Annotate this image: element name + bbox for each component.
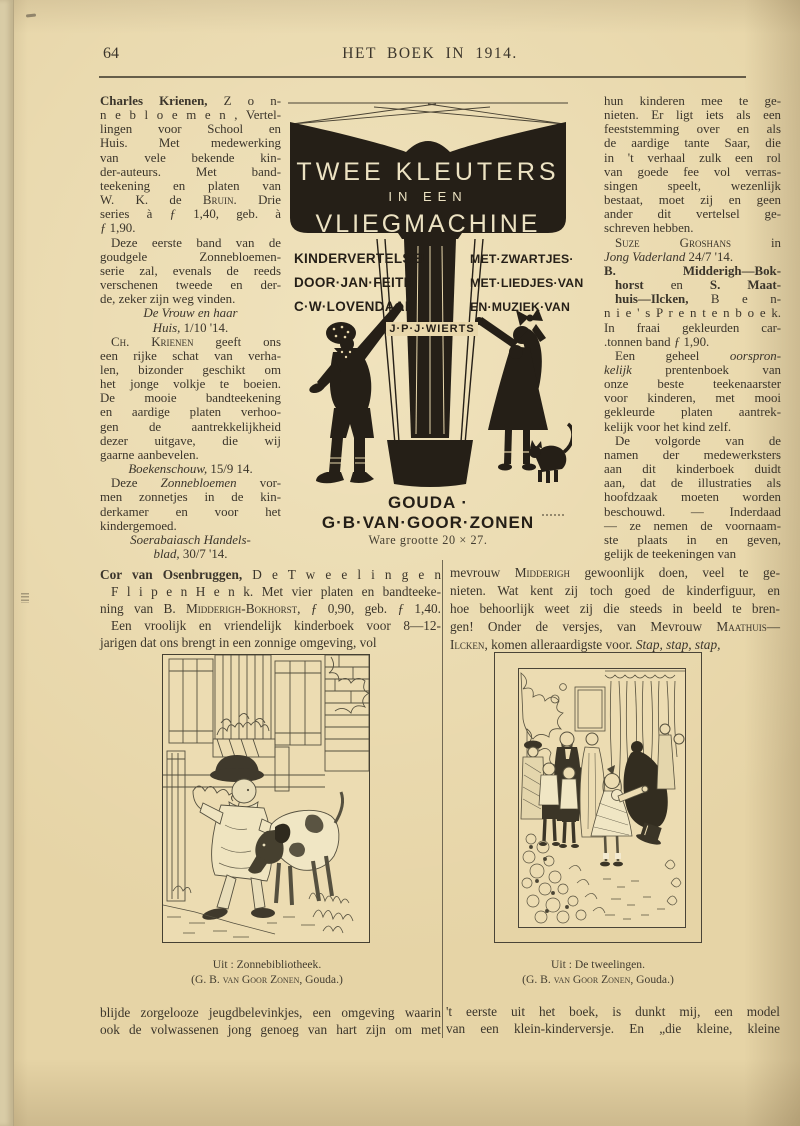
text-line bbox=[604, 207, 781, 221]
text-segment: (G. B. bbox=[522, 972, 554, 986]
text-segment: hoe behoorlijk weet zij die steeds in beeld te bren- bbox=[450, 600, 780, 616]
text-line bbox=[604, 490, 781, 504]
poster-credits-right bbox=[470, 247, 584, 319]
text-segment: men zonnetjes in de kin- bbox=[100, 490, 281, 505]
text-segment: lingen voor School en bbox=[100, 122, 281, 137]
text-segment: singen speelt, wezenlijk bbox=[604, 178, 781, 193]
text-segment: De Vrouw en haar bbox=[143, 306, 238, 321]
text-segment: Charles Krienen, bbox=[100, 94, 208, 108]
left-column-text bbox=[100, 94, 281, 561]
text-line bbox=[604, 136, 781, 150]
page-number: 64 bbox=[103, 45, 119, 62]
text-line bbox=[478, 958, 718, 973]
page-header-title: HET BOEK IN 1914. bbox=[342, 45, 518, 62]
text-segment: Bruin bbox=[202, 193, 234, 208]
text-line bbox=[147, 958, 387, 973]
text-segment: vor- bbox=[236, 476, 281, 491]
text-segment: Boekenschouw, bbox=[128, 462, 208, 477]
header-rule bbox=[99, 76, 746, 78]
text-segment: 1,40, geb. à bbox=[175, 207, 281, 222]
text-segment: 1,40. bbox=[404, 601, 441, 616]
text-line bbox=[604, 321, 781, 335]
text-segment: B e n- bbox=[688, 292, 781, 307]
text-segment: Een vroolijk en vriendelijk kinderboek voor 8—12- bbox=[111, 618, 441, 633]
text-line bbox=[100, 94, 281, 108]
text-line bbox=[604, 108, 781, 122]
text-segment: ook de volwassenen jong genoeg van hart zijn om met bbox=[100, 1022, 441, 1037]
text-segment: Ilcken bbox=[450, 636, 485, 652]
text-line bbox=[604, 179, 781, 193]
text-line bbox=[100, 547, 281, 561]
text-line bbox=[604, 236, 781, 250]
figure-caption-left bbox=[147, 958, 387, 987]
poster-title-line3: VLIEGMACHINE bbox=[315, 210, 541, 238]
text-segment: de aardige tante Saar, die bbox=[604, 136, 781, 151]
text-line bbox=[604, 420, 781, 434]
text-line bbox=[604, 250, 781, 264]
text-segment: Jong Vaderland bbox=[604, 249, 686, 264]
text-segment: De mooie bandteekening bbox=[100, 391, 281, 406]
text-segment: n e b l o e m e n , Vertel- bbox=[100, 108, 281, 123]
text-line bbox=[100, 476, 281, 490]
text-segment: Z o n- bbox=[207, 94, 281, 108]
poster-publisher: GOUDA · G·B·VAN·GOOR·ZONEN bbox=[321, 493, 535, 532]
text-line bbox=[100, 533, 281, 547]
text-segment: een rijke schat van verha- bbox=[100, 348, 281, 363]
advertisement-poster bbox=[284, 86, 584, 532]
ink-speck bbox=[21, 593, 29, 603]
text-segment: aan, dat de illustraties als bbox=[604, 476, 781, 491]
text-line bbox=[450, 600, 780, 618]
text-segment: 15/9 14. bbox=[207, 462, 253, 477]
text-segment: der-auteurs. Met band- bbox=[100, 164, 281, 179]
text-segment: bestaat, moet zij en geen bbox=[604, 193, 781, 208]
text-segment: n i e ' s P r e n t e n b o e k. bbox=[604, 306, 781, 321]
ink-speck bbox=[26, 13, 36, 17]
text-segment: , bbox=[297, 601, 311, 616]
bottom-text-left bbox=[100, 1004, 441, 1038]
text-line bbox=[100, 122, 281, 136]
text-line bbox=[100, 136, 281, 150]
text-line bbox=[100, 236, 281, 250]
text-line bbox=[100, 519, 281, 533]
text-segment: 't eerste uit het boek, is dunkt mij, een model bbox=[446, 1004, 780, 1019]
text-segment: blijde zorgelooze jeugdbelevinkjes, een omgeving waarin bbox=[100, 1005, 441, 1020]
text-segment: In fraai gekleurden car- bbox=[604, 320, 781, 335]
text-segment: ƒ bbox=[169, 207, 176, 222]
text-line bbox=[100, 321, 281, 335]
text-segment: goudgele Zonnebloemen- bbox=[100, 249, 281, 264]
text-line bbox=[100, 566, 441, 583]
text-segment: gen de aantrekkelijkheid bbox=[100, 419, 281, 434]
text-segment: B. Midderigh—Bok- bbox=[604, 263, 781, 278]
text-line bbox=[604, 278, 781, 292]
text-segment: schreven hebben. bbox=[604, 221, 694, 236]
text-segment: — ze nemen de voornaam- bbox=[604, 518, 781, 533]
text-line bbox=[100, 617, 441, 634]
text-segment: van Goor Zonen bbox=[222, 972, 300, 986]
text-line bbox=[100, 420, 281, 434]
text-line bbox=[100, 264, 281, 278]
credit-line: MET·LIEDJES·VAN bbox=[470, 276, 584, 290]
text-segment: 24/7 '14. bbox=[685, 249, 734, 264]
text-segment: Uit : De tweelingen. bbox=[550, 958, 645, 971]
basket-shape bbox=[387, 440, 473, 487]
text-line bbox=[100, 221, 281, 235]
review-paragraph-left bbox=[100, 566, 441, 651]
text-segment: De volgorde van de bbox=[615, 433, 781, 448]
text-segment: aan dit kinderboek duidt bbox=[604, 462, 781, 477]
text-segment: prentenboek van bbox=[631, 362, 781, 377]
text-line bbox=[100, 448, 281, 462]
text-line bbox=[604, 193, 781, 207]
text-line bbox=[604, 519, 781, 533]
text-segment: ƒ bbox=[100, 221, 107, 236]
text-line bbox=[100, 391, 281, 405]
text-line bbox=[100, 250, 281, 264]
text-segment: (G. B. bbox=[191, 972, 223, 986]
text-line bbox=[478, 973, 718, 988]
text-segment: teekening en platen van bbox=[100, 178, 281, 193]
text-segment: kelijk bbox=[604, 362, 632, 377]
text-line bbox=[604, 391, 781, 405]
text-segment: Soerabaiasch Handels- bbox=[130, 532, 251, 547]
text-segment: verschenen tweede en der- bbox=[100, 278, 281, 293]
text-segment: feeststemming over en als bbox=[604, 122, 781, 137]
text-line bbox=[450, 636, 780, 654]
text-line bbox=[604, 462, 781, 476]
text-segment: gaarne aanbevelen. bbox=[100, 447, 199, 462]
text-segment: hoofdzaak moeten worden bbox=[604, 490, 781, 505]
text-line bbox=[147, 973, 387, 988]
text-segment: W. K. de bbox=[100, 193, 203, 208]
text-segment: hun kinderen mee te ge- bbox=[604, 94, 781, 108]
text-segment: ƒ bbox=[310, 601, 318, 616]
text-segment: 0,90, geb. bbox=[317, 601, 398, 616]
text-segment: nieten. Er ligt iets als een bbox=[604, 108, 781, 123]
page-scan-edge bbox=[0, 0, 14, 1126]
text-segment: Suze Groshans bbox=[615, 235, 731, 250]
text-segment: van vele bekende kin- bbox=[100, 150, 281, 165]
text-segment: Deze eerste band van de bbox=[111, 235, 281, 250]
bottom-text-right bbox=[446, 1003, 780, 1037]
text-segment: ning van B. bbox=[100, 601, 186, 616]
garden-party-sketch bbox=[519, 669, 685, 927]
text-line bbox=[100, 108, 281, 122]
text-segment: voor kinderen, met mooi bbox=[604, 391, 781, 406]
text-segment: 30/7 '14. bbox=[179, 547, 228, 561]
text-segment: kindergemoed. bbox=[100, 518, 177, 533]
figure-garden-party-frame bbox=[494, 652, 702, 943]
text-line bbox=[604, 505, 781, 519]
credit-line: DOOR·JAN·FEITH bbox=[294, 275, 414, 290]
text-segment: horst bbox=[615, 278, 644, 293]
text-segment: S. Maat- bbox=[709, 278, 781, 293]
text-segment: derkamer en voor het bbox=[100, 504, 281, 519]
text-line bbox=[100, 363, 281, 377]
text-segment: F l i p e n H e n k. bbox=[111, 584, 254, 599]
text-segment: gewoonlijk doen, veel te ge- bbox=[570, 565, 781, 580]
text-segment: Stap, stap, stap, bbox=[635, 636, 721, 652]
text-segment: ƒ bbox=[397, 601, 405, 616]
text-line bbox=[100, 179, 281, 193]
text-segment: onze beste teekenaarster bbox=[604, 377, 781, 392]
text-line bbox=[100, 193, 281, 207]
text-line bbox=[100, 151, 281, 165]
text-segment: jarigen dat ons brengt in een zonnige omgeving, vol bbox=[100, 635, 377, 650]
text-line bbox=[100, 335, 281, 349]
text-line bbox=[604, 547, 781, 561]
poster-title-line1: TWEE KLEUTERS bbox=[296, 158, 560, 186]
text-line bbox=[100, 405, 281, 419]
text-segment: Zonnebloemen bbox=[160, 476, 237, 491]
text-segment: series à bbox=[100, 207, 170, 222]
right-column-text bbox=[604, 94, 781, 561]
text-line bbox=[100, 1004, 441, 1021]
text-line bbox=[604, 122, 781, 136]
poster-credits-left bbox=[294, 247, 430, 319]
poster-title-line2: IN EEN bbox=[388, 189, 468, 204]
text-segment: Ch. Krienen bbox=[111, 334, 194, 349]
figure-caption-right bbox=[478, 958, 718, 987]
text-segment: dezer uitgave, die wij bbox=[100, 433, 281, 448]
credit-line: KINDERVERTELSEL bbox=[294, 251, 430, 266]
text-segment: Met vier platen en bandteeke- bbox=[253, 584, 442, 599]
text-line bbox=[604, 533, 781, 547]
text-segment: Een geheel bbox=[615, 348, 730, 363]
text-segment: D e T w e e l i n g e n bbox=[242, 567, 441, 582]
text-line bbox=[604, 165, 781, 179]
text-line bbox=[100, 207, 281, 221]
text-segment: van Goor Zonen bbox=[553, 972, 631, 986]
text-segment: geeft ons bbox=[193, 334, 281, 349]
text-segment: 1,90. bbox=[106, 221, 136, 236]
text-segment: ƒ bbox=[673, 334, 681, 349]
text-line bbox=[604, 434, 781, 448]
text-line bbox=[100, 600, 441, 617]
boy-and-dog-sketch bbox=[163, 655, 369, 942]
text-segment: gen! Onder de versjes, van Mevrouw bbox=[450, 618, 717, 634]
text-segment: serie zal, evenals de reeds bbox=[100, 263, 281, 278]
text-line bbox=[604, 476, 781, 490]
text-segment: van goede fee vol verras- bbox=[604, 164, 781, 179]
text-segment: . Drie bbox=[233, 193, 281, 208]
review-paragraph-right bbox=[450, 564, 780, 654]
credit-line: EN·MUZIEK·VAN bbox=[470, 300, 571, 314]
credit-line: MET·ZWARTJES· bbox=[470, 252, 574, 266]
text-line bbox=[100, 434, 281, 448]
text-segment: en bbox=[643, 278, 710, 293]
text-segment: 1/10 '14. bbox=[180, 320, 229, 335]
text-segment: , komen alleraardigste voor. bbox=[484, 636, 636, 652]
text-segment: .tonnen band bbox=[604, 334, 674, 349]
text-line bbox=[100, 349, 281, 363]
text-line bbox=[100, 377, 281, 391]
text-segment: Cor van Osenbruggen, bbox=[100, 567, 243, 582]
text-line bbox=[604, 151, 781, 165]
text-line bbox=[446, 1003, 780, 1020]
text-segment: beschouwd. — Inderdaad bbox=[604, 504, 781, 519]
text-segment: kelijk voor het kind zelf. bbox=[604, 419, 732, 434]
text-line bbox=[100, 306, 281, 320]
text-segment: en aardige platen verhoo- bbox=[100, 405, 281, 420]
text-line bbox=[604, 448, 781, 462]
text-segment: gelijk de teekeningen van bbox=[604, 547, 737, 561]
text-segment: in bbox=[730, 235, 781, 250]
text-line bbox=[100, 292, 281, 306]
text-segment: gekleurde platen aantrek- bbox=[604, 405, 781, 420]
text-line bbox=[100, 505, 281, 519]
text-line bbox=[100, 1021, 441, 1038]
text-segment: het jonge volkje te boeien. bbox=[100, 377, 281, 392]
text-line bbox=[604, 363, 781, 377]
credit-line: C·W·LOVENDAAL bbox=[294, 299, 414, 314]
text-segment: — bbox=[766, 618, 780, 634]
text-line bbox=[446, 1020, 780, 1037]
figure-boy-and-dog bbox=[162, 654, 370, 943]
text-segment: len, bizonder geschikt om bbox=[100, 362, 281, 377]
text-segment: Deze bbox=[111, 476, 161, 491]
text-line bbox=[100, 278, 281, 292]
text-line bbox=[100, 462, 281, 476]
cat-silhouette bbox=[529, 424, 572, 483]
text-segment: Huis, bbox=[152, 320, 181, 335]
text-line bbox=[100, 583, 441, 600]
text-line bbox=[604, 405, 781, 419]
text-segment: mevrouw bbox=[450, 565, 515, 580]
text-segment: de, zeker zijn weg vinden. bbox=[100, 292, 236, 307]
text-segment: Midderigh bbox=[514, 565, 571, 580]
text-line bbox=[604, 335, 781, 349]
text-segment: Maathuis bbox=[716, 618, 767, 634]
flower-bed bbox=[522, 834, 681, 923]
text-line bbox=[100, 490, 281, 504]
text-segment: ander dit vertelsel ge- bbox=[604, 207, 781, 222]
poster-composer: J·P·J·WIERTS bbox=[386, 322, 478, 336]
column-divider-rule bbox=[442, 560, 443, 1038]
text-line bbox=[604, 377, 781, 391]
text-segment: Huis. Met medewerking bbox=[100, 136, 281, 151]
text-segment: van een klein-kinderversje. En „die kleine, kleine bbox=[446, 1021, 780, 1036]
text-segment: blad, bbox=[153, 547, 180, 561]
poster-size-caption: Ware grootte 20 × 27. bbox=[368, 533, 488, 547]
text-segment: Midderigh-Bokhorst bbox=[185, 601, 298, 616]
text-segment: oorspron- bbox=[729, 348, 781, 363]
text-segment: , Gouda.) bbox=[299, 972, 343, 986]
text-segment: namen der medewerksters bbox=[604, 447, 781, 462]
text-line bbox=[100, 634, 441, 651]
text-segment: huis—Ilcken, bbox=[615, 292, 689, 307]
text-segment: ste plaats in en geven, bbox=[604, 532, 781, 547]
text-line bbox=[450, 564, 780, 582]
printer-mark bbox=[542, 514, 564, 516]
text-line bbox=[450, 618, 780, 636]
text-line bbox=[604, 221, 781, 235]
text-line bbox=[604, 264, 781, 278]
figure-garden-party bbox=[518, 668, 686, 928]
text-segment: Uit : Zonnebibliotheek. bbox=[212, 958, 322, 971]
text-line bbox=[604, 94, 781, 108]
text-segment: , Gouda.) bbox=[630, 972, 674, 986]
text-line bbox=[604, 306, 781, 320]
text-line bbox=[450, 582, 780, 600]
text-segment: nieten. Wat kent zij toch goed de kinderfiguur, en bbox=[450, 582, 780, 598]
text-segment: in 't verhaal zulk een rol bbox=[604, 150, 781, 165]
text-line bbox=[604, 349, 781, 363]
text-line bbox=[100, 165, 281, 179]
text-segment: 1,90. bbox=[680, 334, 710, 349]
text-line bbox=[604, 292, 781, 306]
